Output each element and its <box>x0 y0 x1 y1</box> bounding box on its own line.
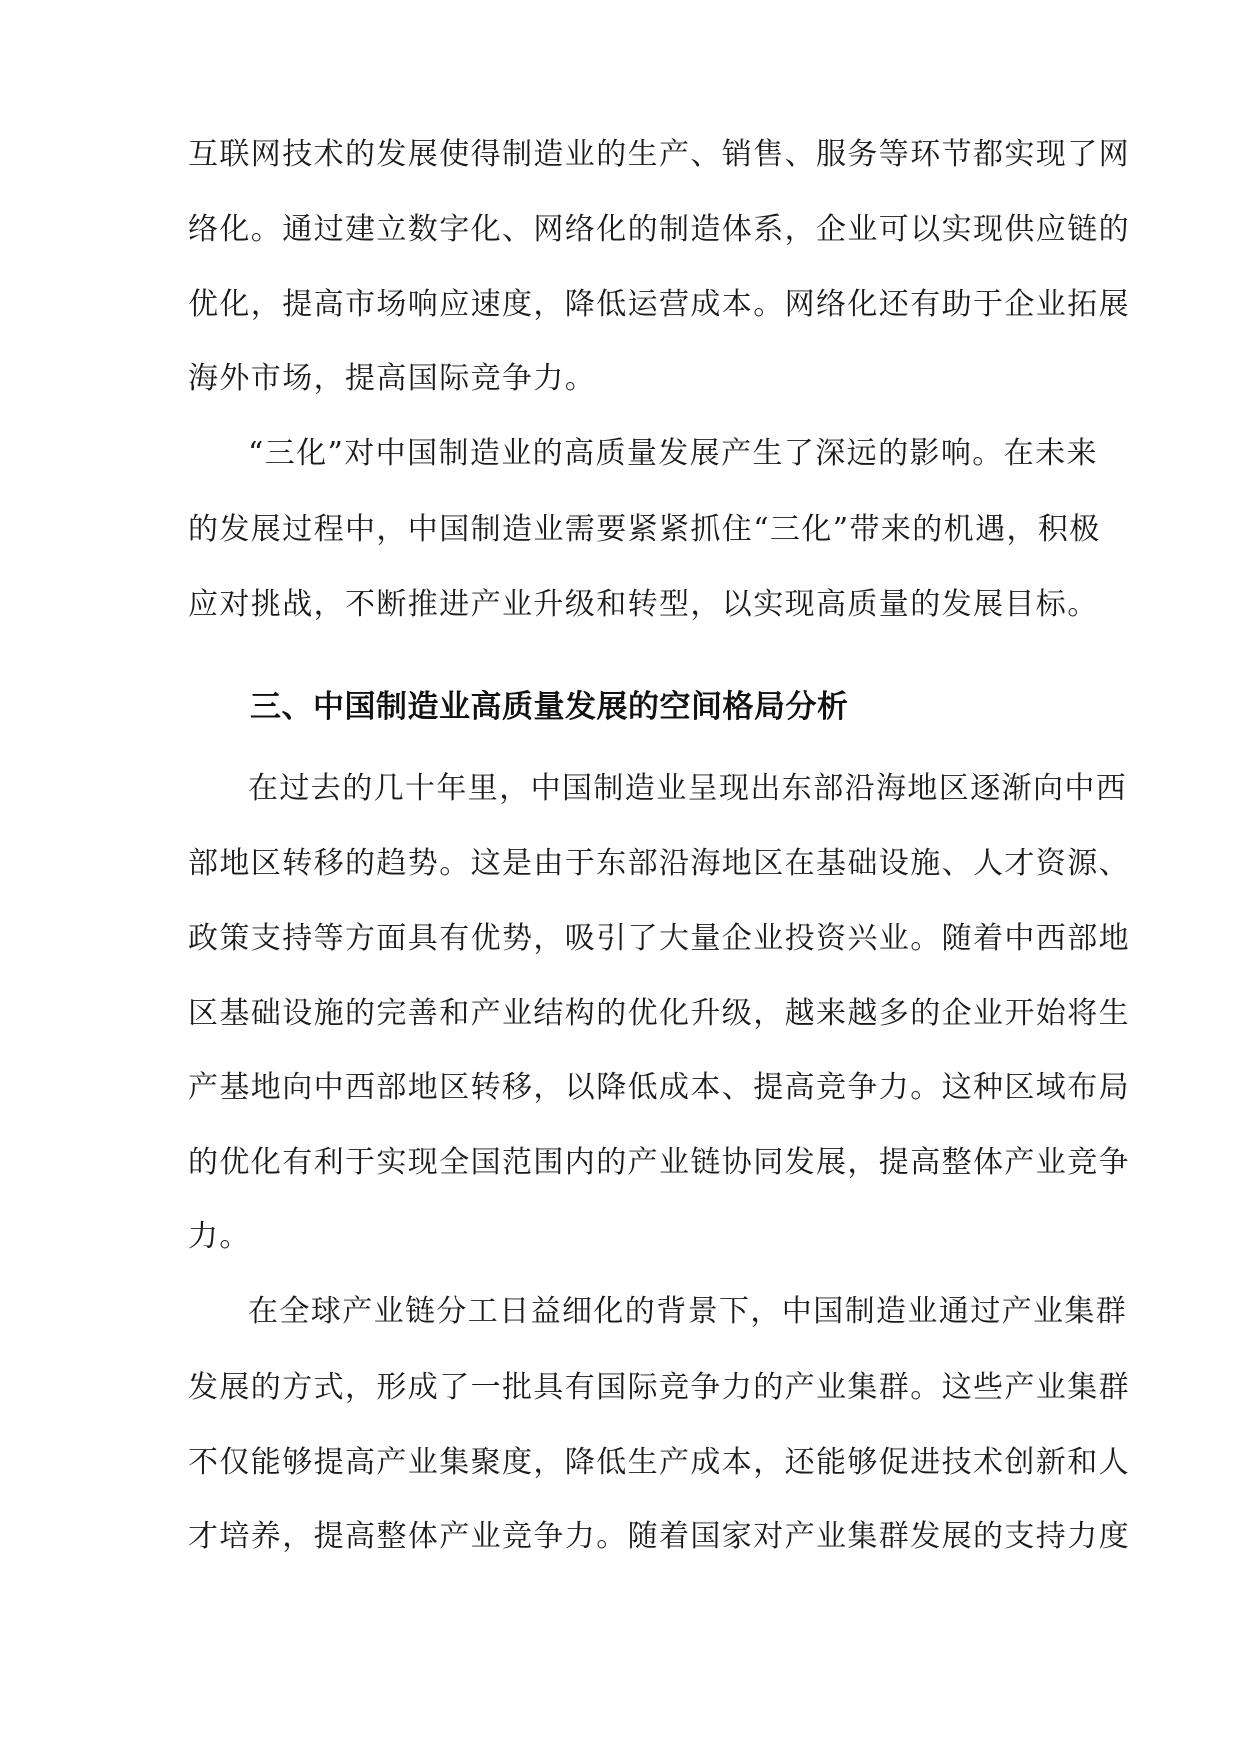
text-line: 才培养，提高整体产业竞争力。随着国家对产业集群发展的支持力度 <box>188 1519 1130 1554</box>
text-line: 力。 <box>188 1219 251 1254</box>
text-line: 在全球产业链分工日益细化的背景下，中国制造业通过产业集群 <box>248 1294 1128 1329</box>
text-line: 部地区转移的趋势。这是由于东部沿海地区在基础设施、人才资源、 <box>188 846 1130 881</box>
text-line: “三化”对中国制造业的高质量发展产生了深远的影响。在未来 <box>248 436 1098 471</box>
text-line: 络化。通过建立数字化、网络化的制造体系，企业可以实现供应链的 <box>188 212 1130 247</box>
text-line: 政策支持等方面具有优势，吸引了大量企业投资兴业。随着中西部地 <box>188 921 1130 956</box>
section-heading: 三、中国制造业高质量发展的空间格局分析 <box>250 689 849 725</box>
text-line: 的发展过程中，中国制造业需要紧紧抓住“三化”带来的机遇，积极 <box>188 512 1101 547</box>
text-line: 区基础设施的完善和产业结构的优化升级，越来越多的企业开始将生 <box>188 996 1130 1031</box>
text-line: 优化，提高市场响应速度，降低运营成本。网络化还有助于企业拓展 <box>188 287 1130 322</box>
text-line: 应对挑战，不断推进产业升级和转型，以实现高质量的发展目标。 <box>188 587 1099 622</box>
text-line: 产基地向中西部地区转移，以降低成本、提高竞争力。这种区域布局 <box>188 1070 1130 1105</box>
text-line: 的优化有利于实现全国范围内的产业链协同发展，提高整体产业竞争 <box>188 1145 1130 1180</box>
text-line: 海外市场，提高国际竞争力。 <box>188 361 597 396</box>
text-line: 不仅能够提高产业集聚度，降低生产成本，还能够促进技术创新和人 <box>188 1445 1130 1480</box>
text-line: 发展的方式，形成了一批具有国际竞争力的产业集群。这些产业集群 <box>188 1370 1130 1405</box>
text-line: 在过去的几十年里，中国制造业呈现出东部沿海地区逐渐向中西 <box>248 771 1128 806</box>
text-line: 互联网技术的发展使得制造业的生产、销售、服务等环节都实现了网 <box>188 137 1130 172</box>
